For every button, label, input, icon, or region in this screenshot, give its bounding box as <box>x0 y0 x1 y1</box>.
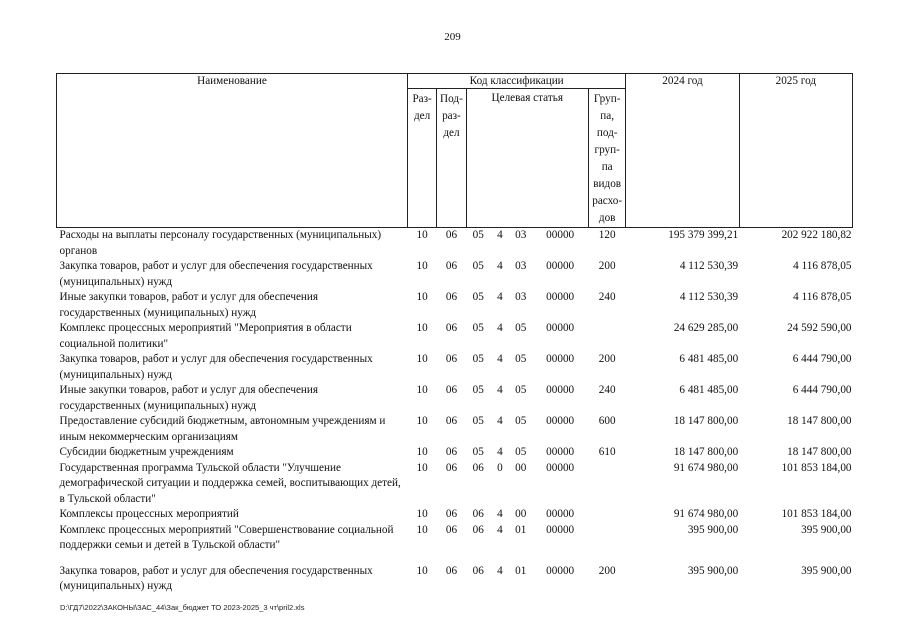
row-target-4: 00000 <box>546 415 575 427</box>
row-target-3: 00 <box>515 508 527 520</box>
row-section: 10 <box>416 564 428 577</box>
row-group: 240 <box>598 291 616 303</box>
row-subsection: 06 <box>445 508 458 520</box>
row-target-1: 05 <box>472 446 484 458</box>
row-subsection: 06 <box>445 260 458 272</box>
row-target-2: 0 <box>497 461 503 474</box>
row-target-2: 4 <box>497 260 503 272</box>
row-target-3: 03 <box>515 260 527 272</box>
row-amount-2024: 91 674 980,00 <box>673 461 739 474</box>
row-amount-2025: 4 116 878,05 <box>793 260 852 272</box>
row-target-2: 4 <box>497 229 503 241</box>
budget-table <box>56 73 853 595</box>
row-amount-2024: 4 112 530,39 <box>679 260 739 272</box>
row-subsection: 06 <box>445 322 458 334</box>
header-section <box>407 89 436 228</box>
row-group <box>588 507 625 523</box>
row-group <box>588 461 625 508</box>
row-target-3: 03 <box>515 229 527 241</box>
row-group <box>588 523 625 554</box>
row-section: 10 <box>416 291 428 303</box>
row-amount-2024: 18 147 800,00 <box>673 446 739 458</box>
header-year-2025: 2025 год <box>739 74 852 228</box>
row-amount-2025: 6 444 790,00 <box>792 384 852 396</box>
row-target-1: 05 <box>472 415 484 427</box>
row-subsection: 06 <box>445 564 458 577</box>
row-name: Закупка товаров, работ и услуг для обеспечения государственных (муниципальных) нужд <box>59 353 373 381</box>
header-classification: Код классификации <box>407 74 625 89</box>
spacer-row <box>57 554 853 564</box>
table-row <box>57 461 853 508</box>
header-target-article: Целевая статья <box>466 89 588 228</box>
file-path-footer: D:\ГД7\2022\ЗАКОНЫ\ЗАС_44\Зак_бюджет ТО 2023-2025_3 чт\pril2.xls <box>60 603 305 612</box>
header-group-line: расхо- <box>592 195 623 207</box>
row-section: 10 <box>416 446 428 458</box>
row-group: 120 <box>598 229 616 241</box>
row-amount-2025: 18 147 800,00 <box>787 446 852 458</box>
row-target-1: 05 <box>472 353 484 365</box>
row-target-1: 06 <box>472 508 484 520</box>
row-section: 10 <box>416 229 428 241</box>
row-target-2: 4 <box>497 446 503 458</box>
row-section: 10 <box>416 322 428 334</box>
table-row <box>57 445 853 461</box>
row-target-4: 00000 <box>546 322 575 334</box>
header-subsection-line: Под- <box>440 93 463 105</box>
row-name: Комплекс процессных мероприятий "Совершенствование социальной поддержки семьи и детей в Тульской области" <box>59 523 394 551</box>
row-target-3: 01 <box>515 564 527 577</box>
row-amount-2025: 24 592 590,00 <box>787 322 852 334</box>
table-row <box>57 507 853 523</box>
row-target-4: 00000 <box>546 564 575 577</box>
row-target-2: 4 <box>497 415 503 427</box>
row-target-1: 05 <box>472 322 484 334</box>
row-target-2: 4 <box>497 508 503 520</box>
row-target-4: 00000 <box>546 508 575 520</box>
row-amount-2024: 18 147 800,00 <box>673 415 739 427</box>
row-target-3: 05 <box>515 415 527 427</box>
row-target-4: 00000 <box>546 260 575 272</box>
header-group <box>588 89 625 228</box>
header-name: Наименование <box>57 74 408 228</box>
row-name: Предоставление субсидий бюджетным, автономным учреждениям и иным некоммерческим организациям <box>59 415 386 443</box>
row-target-4: 00000 <box>546 291 575 303</box>
row-group: 600 <box>598 415 616 427</box>
row-amount-2024: 4 112 530,39 <box>679 291 739 303</box>
table-row <box>57 352 853 383</box>
row-target-3: 05 <box>515 446 527 458</box>
header-group-line: груп- <box>594 144 620 156</box>
row-amount-2024: 395 900,00 <box>687 564 739 577</box>
header-section-line: дел <box>413 110 431 122</box>
row-target-1: 06 <box>472 461 484 474</box>
row-target-1: 05 <box>472 291 484 303</box>
header-year-2024: 2024 год <box>626 74 739 228</box>
row-target-2: 4 <box>497 322 503 334</box>
row-group: 200 <box>598 353 616 365</box>
row-subsection: 06 <box>445 229 458 241</box>
row-amount-2025: 395 900,00 <box>801 523 852 536</box>
row-target-2: 4 <box>497 564 503 577</box>
header-subsection <box>437 89 466 228</box>
row-amount-2024: 91 674 980,00 <box>673 508 739 520</box>
row-section: 10 <box>416 353 428 365</box>
table-row <box>57 259 853 290</box>
row-subsection: 06 <box>445 415 458 427</box>
row-target-4: 00000 <box>546 446 575 458</box>
row-amount-2024: 6 481 485,00 <box>679 384 739 396</box>
row-name: Комплексы процессных мероприятий <box>59 508 239 520</box>
row-name: Закупка товаров, работ и услуг для обеспечения государственных (муниципальных) нужд <box>59 260 373 288</box>
row-amount-2025: 6 444 790,00 <box>792 353 852 365</box>
row-amount-2025: 101 853 184,00 <box>781 508 852 520</box>
row-amount-2024: 395 900,00 <box>687 523 739 536</box>
row-group: 200 <box>598 260 616 272</box>
row-target-3: 05 <box>515 322 527 334</box>
row-section: 10 <box>416 523 428 536</box>
row-target-1: 06 <box>472 523 484 536</box>
row-target-1: 05 <box>472 229 484 241</box>
header-group-line: видов <box>593 178 622 190</box>
spacer-cell <box>57 554 853 564</box>
row-amount-2025: 202 922 180,82 <box>781 229 852 241</box>
row-target-2: 4 <box>497 291 503 303</box>
header-group-line: дов <box>598 212 616 224</box>
row-target-4: 00000 <box>546 461 575 474</box>
table-row <box>57 290 853 321</box>
row-subsection: 06 <box>445 461 458 474</box>
header-section-line: Раз- <box>412 93 432 105</box>
row-target-1: 05 <box>472 260 484 272</box>
row-target-3: 05 <box>515 384 527 396</box>
row-name: Субсидии бюджетным учреждениям <box>59 446 234 458</box>
table-row <box>57 523 853 554</box>
row-amount-2025: 101 853 184,00 <box>781 461 852 474</box>
table-row <box>57 228 853 260</box>
page-number: 209 <box>444 31 461 43</box>
row-target-4: 00000 <box>546 523 575 536</box>
header-subsection-line: раз- <box>442 110 461 122</box>
row-target-2: 4 <box>497 353 503 365</box>
row-target-4: 00000 <box>546 384 575 396</box>
row-name: Иные закупки товаров, работ и услуг для обеспечения государственных (муниципальных) нужд <box>59 384 319 412</box>
row-target-4: 00000 <box>546 353 575 365</box>
table-row <box>57 414 853 445</box>
row-amount-2025: 395 900,00 <box>801 564 852 577</box>
row-target-3: 03 <box>515 291 527 303</box>
row-amount-2024: 24 629 285,00 <box>673 322 739 334</box>
row-name: Комплекс процессных мероприятий "Мероприятия в области социальной политики" <box>59 322 352 350</box>
row-section: 10 <box>416 415 428 427</box>
header-group-line: Груп- <box>593 93 621 105</box>
row-name: Расходы на выплаты персоналу государственных (муниципальных) органов <box>59 229 382 257</box>
table-row <box>57 321 853 352</box>
row-target-2: 4 <box>497 523 503 536</box>
row-section: 10 <box>416 461 428 474</box>
row-group <box>588 321 625 352</box>
row-target-3: 01 <box>515 523 527 536</box>
row-amount-2025: 18 147 800,00 <box>787 415 852 427</box>
row-group: 200 <box>598 564 616 577</box>
header-subsection-line: дел <box>443 127 460 139</box>
row-target-4: 00000 <box>546 229 575 241</box>
row-name: Государственная программа Тульской области "Улучшение демографической ситуации и поддержка семей, воспитывающих детей, в Тульской области" <box>59 461 401 505</box>
header-group-line: под- <box>596 127 618 139</box>
row-subsection: 06 <box>445 384 458 396</box>
row-target-3: 00 <box>515 461 527 474</box>
row-target-1: 06 <box>472 564 484 577</box>
header-group-line: па, <box>600 110 615 122</box>
row-amount-2024: 6 481 485,00 <box>679 353 739 365</box>
row-section: 10 <box>416 260 428 272</box>
row-target-3: 05 <box>515 353 527 365</box>
header-group-line: па <box>601 161 613 173</box>
row-section: 10 <box>416 384 428 396</box>
row-subsection: 06 <box>445 446 458 458</box>
row-name: Закупка товаров, работ и услуг для обеспечения государственных (муниципальных) нужд <box>59 564 373 592</box>
row-target-2: 4 <box>497 384 503 396</box>
row-subsection: 06 <box>445 291 458 303</box>
row-group: 240 <box>598 384 616 396</box>
row-name: Иные закупки товаров, работ и услуг для обеспечения государственных (муниципальных) нужд <box>59 291 319 319</box>
row-target-1: 05 <box>472 384 484 396</box>
row-subsection: 06 <box>445 523 458 536</box>
row-section: 10 <box>416 508 428 520</box>
row-amount-2024: 195 379 399,21 <box>668 229 739 241</box>
row-group: 610 <box>598 446 616 458</box>
row-subsection: 06 <box>445 353 458 365</box>
table-row <box>57 383 853 414</box>
table-row <box>57 564 853 595</box>
row-amount-2025: 4 116 878,05 <box>793 291 852 303</box>
